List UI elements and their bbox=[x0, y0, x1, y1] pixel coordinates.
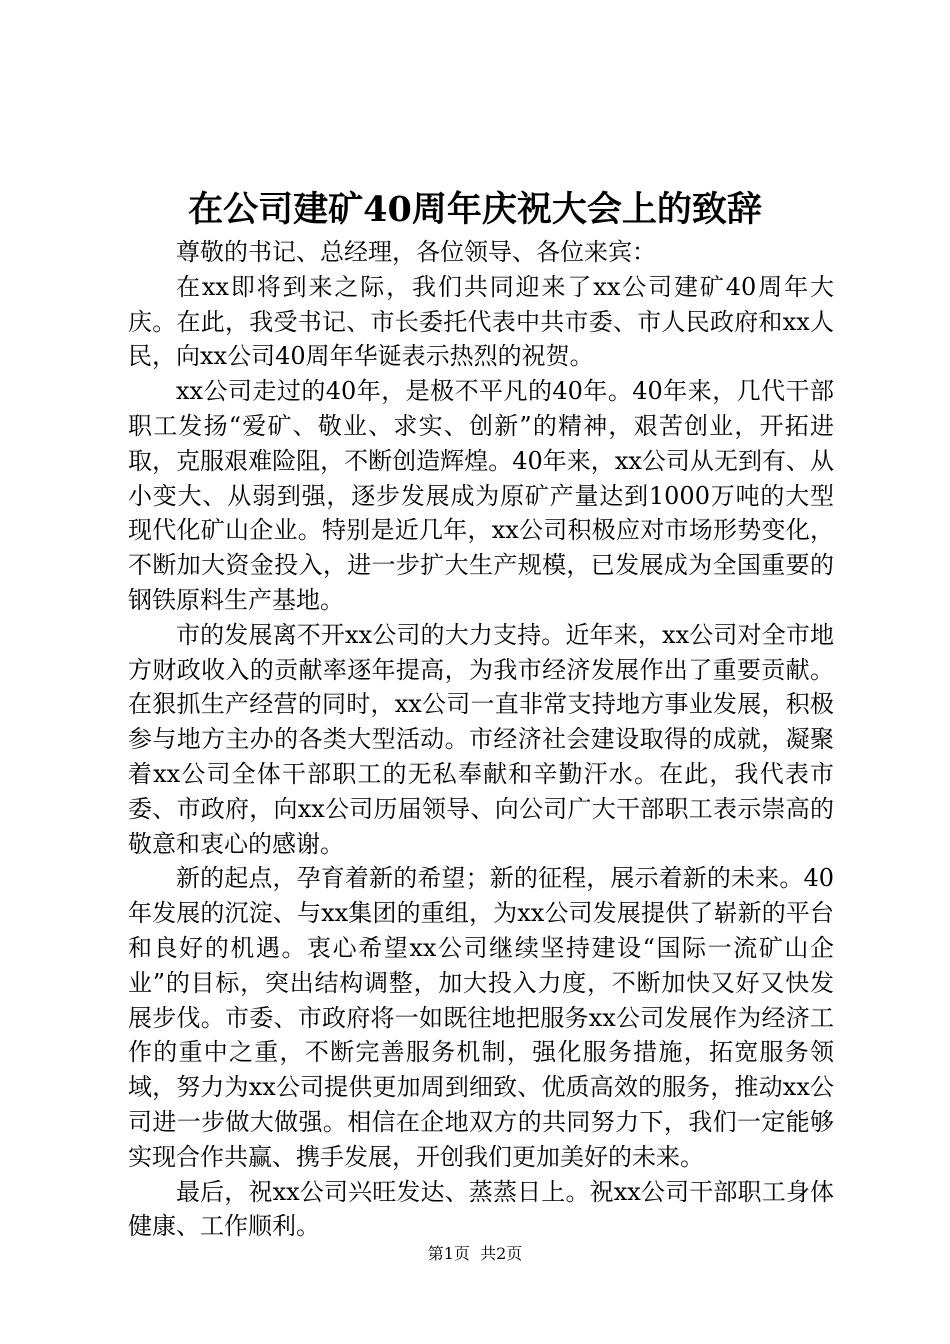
salutation-paragraph: 尊敬的书记、总经理，各位领导、各位来宾： bbox=[176, 238, 656, 266]
closing-paragraph: 最后，祝xx公司兴旺发达、蒸蒸日上。祝xx公司干部职工身体健康、工作顺利。 bbox=[128, 1177, 834, 1241]
body-paragraph: 新的起点，孕育着新的希望；新的征程，展示着新的未来。40年发展的沉淀、与xx集团的重组，为xx公司发展提供了崭新的平台和良好的机遇。衷心希望xx公司继续坚持建设“国际一流矿山企业”的目标，突出结构调整，加大投入力度，不断加快又好又快发展步伐。市委、市政府将一如既往地把服务xx公司发展作为经济工作的重中之重，不断完善服务机制，强化服务措施，拓宽服务领域，努力为xx公司提供更加周到细致、优质高效的服务，推动xx公司进一步做大做强。相信在企地双方的共同努力下，我们一定能够实现合作共赢、携手发展，开创我们更加美好的未来。 bbox=[128, 864, 834, 1171]
document-title: 在公司建矿40周年庆祝大会上的致辞 bbox=[188, 189, 762, 230]
page-footer bbox=[0, 1244, 950, 1264]
body-paragraph: 在xx即将到来之际，我们共同迎来了xx公司建矿40周年大庆。在此，我受书记、市长委托代表中共市委、市人民政府和xx人民，向xx公司40周年华诞表示热烈的祝贺。 bbox=[128, 272, 834, 371]
body-paragraph: xx公司走过的40年，是极不平凡的40年。40年来，几代干部职工发扬“爱矿、敬业、求实、创新”的精神，艰苦创业，开拓进取，克服艰难险阻，不断创造辉煌。40年来，xx公司从无到有、从小变大、从弱到强，逐步发展成为原矿产量达到1000万吨的大型现代化矿山企业。特别是近几年，xx公司积极应对市场形势变化，不断加大资金投入，进一步扩大生产规模，已发展成为全国重要的钢铁原料生产基地。 bbox=[128, 377, 834, 614]
page-number: 第1页 共2页 bbox=[427, 1244, 523, 1263]
document-body bbox=[128, 235, 834, 1244]
body-paragraph: 市的发展离不开xx公司的大力支持。近年来，xx公司对全市地方财政收入的贡献率逐年提高，为我市经济发展作出了重要贡献。在狠抓生产经营的同时，xx公司一直非常支持地方事业发展，积极参与地方主办的各类大型活动。市经济社会建设取得的成就，凝聚着xx公司全体干部职工的无私奉献和辛勤汗水。在此，我代表市委、市政府，向xx公司历届领导、向公司广大干部职工表示崇高的敬意和衷心的感谢。 bbox=[128, 620, 834, 858]
